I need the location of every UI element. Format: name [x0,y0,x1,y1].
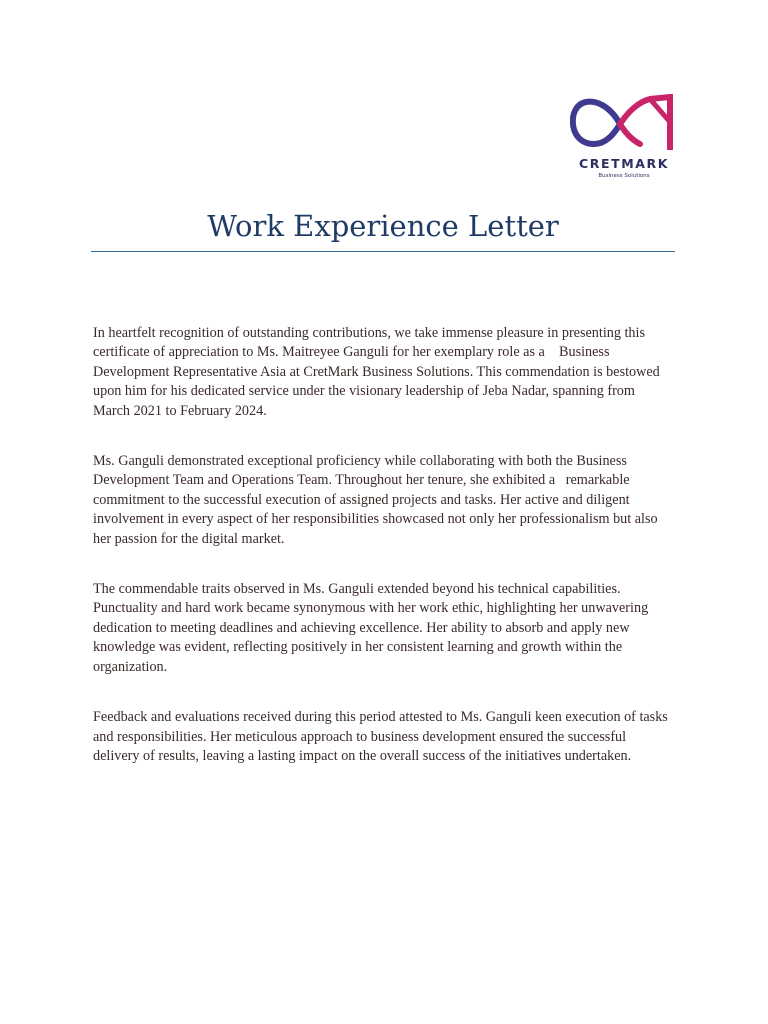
company-logo [570,94,678,186]
logo-tagline: Business Solutions [598,173,650,179]
letter-body [93,324,673,797]
logo-wordmark: CRETMARK [578,156,670,171]
infinity-logo-icon [570,94,678,154]
paragraph: Feedback and evaluations received during this period attested to Ms. Ganguli keen execution of tasks and responsibilities. Her meticulous approach to business development ensured the successful delivery of results, leaving a lasting impact on the overall success of the initiatives undertaken. [93,709,672,764]
paragraph: In heartfelt recognition of outstanding contributions, we take immense pleasure in presenting this certificate of appreciation to Ms. Maitreyee Ganguli for her exemplary role as a Business Development Representative Asia at CretMark Business Solutions. This commendation is bestowed upon him for his dedicated service under the visionary leadership of Jeba Nadar, spanning from March 2021 to February 2024. [93,325,664,419]
page-title: Work Experience Letter [207,209,559,243]
paragraph: Ms. Ganguli demonstrated exceptional proficiency while collaborating with both the Business Development Team and Operations Team. Throughout her tenure, she exhibited a remarkable commitment to the successful execution of assigned projects and tasks. Her active and diligent involvement in every aspect of her responsibilities showcased not only her professionalism but also her passion for the digital market. [93,453,662,547]
title-divider [91,251,675,252]
paragraph: The commendable traits observed in Ms. Ganguli extended beyond his technical capabilities. Punctuality and hard work became synonymous with her work ethic, highlighting her unwavering dedication to meeting deadlines and achieving excellence. Her ability to absorb and apply new knowledge was evident, reflecting positively in her consistent learning and growth within the organization. [93,581,652,675]
